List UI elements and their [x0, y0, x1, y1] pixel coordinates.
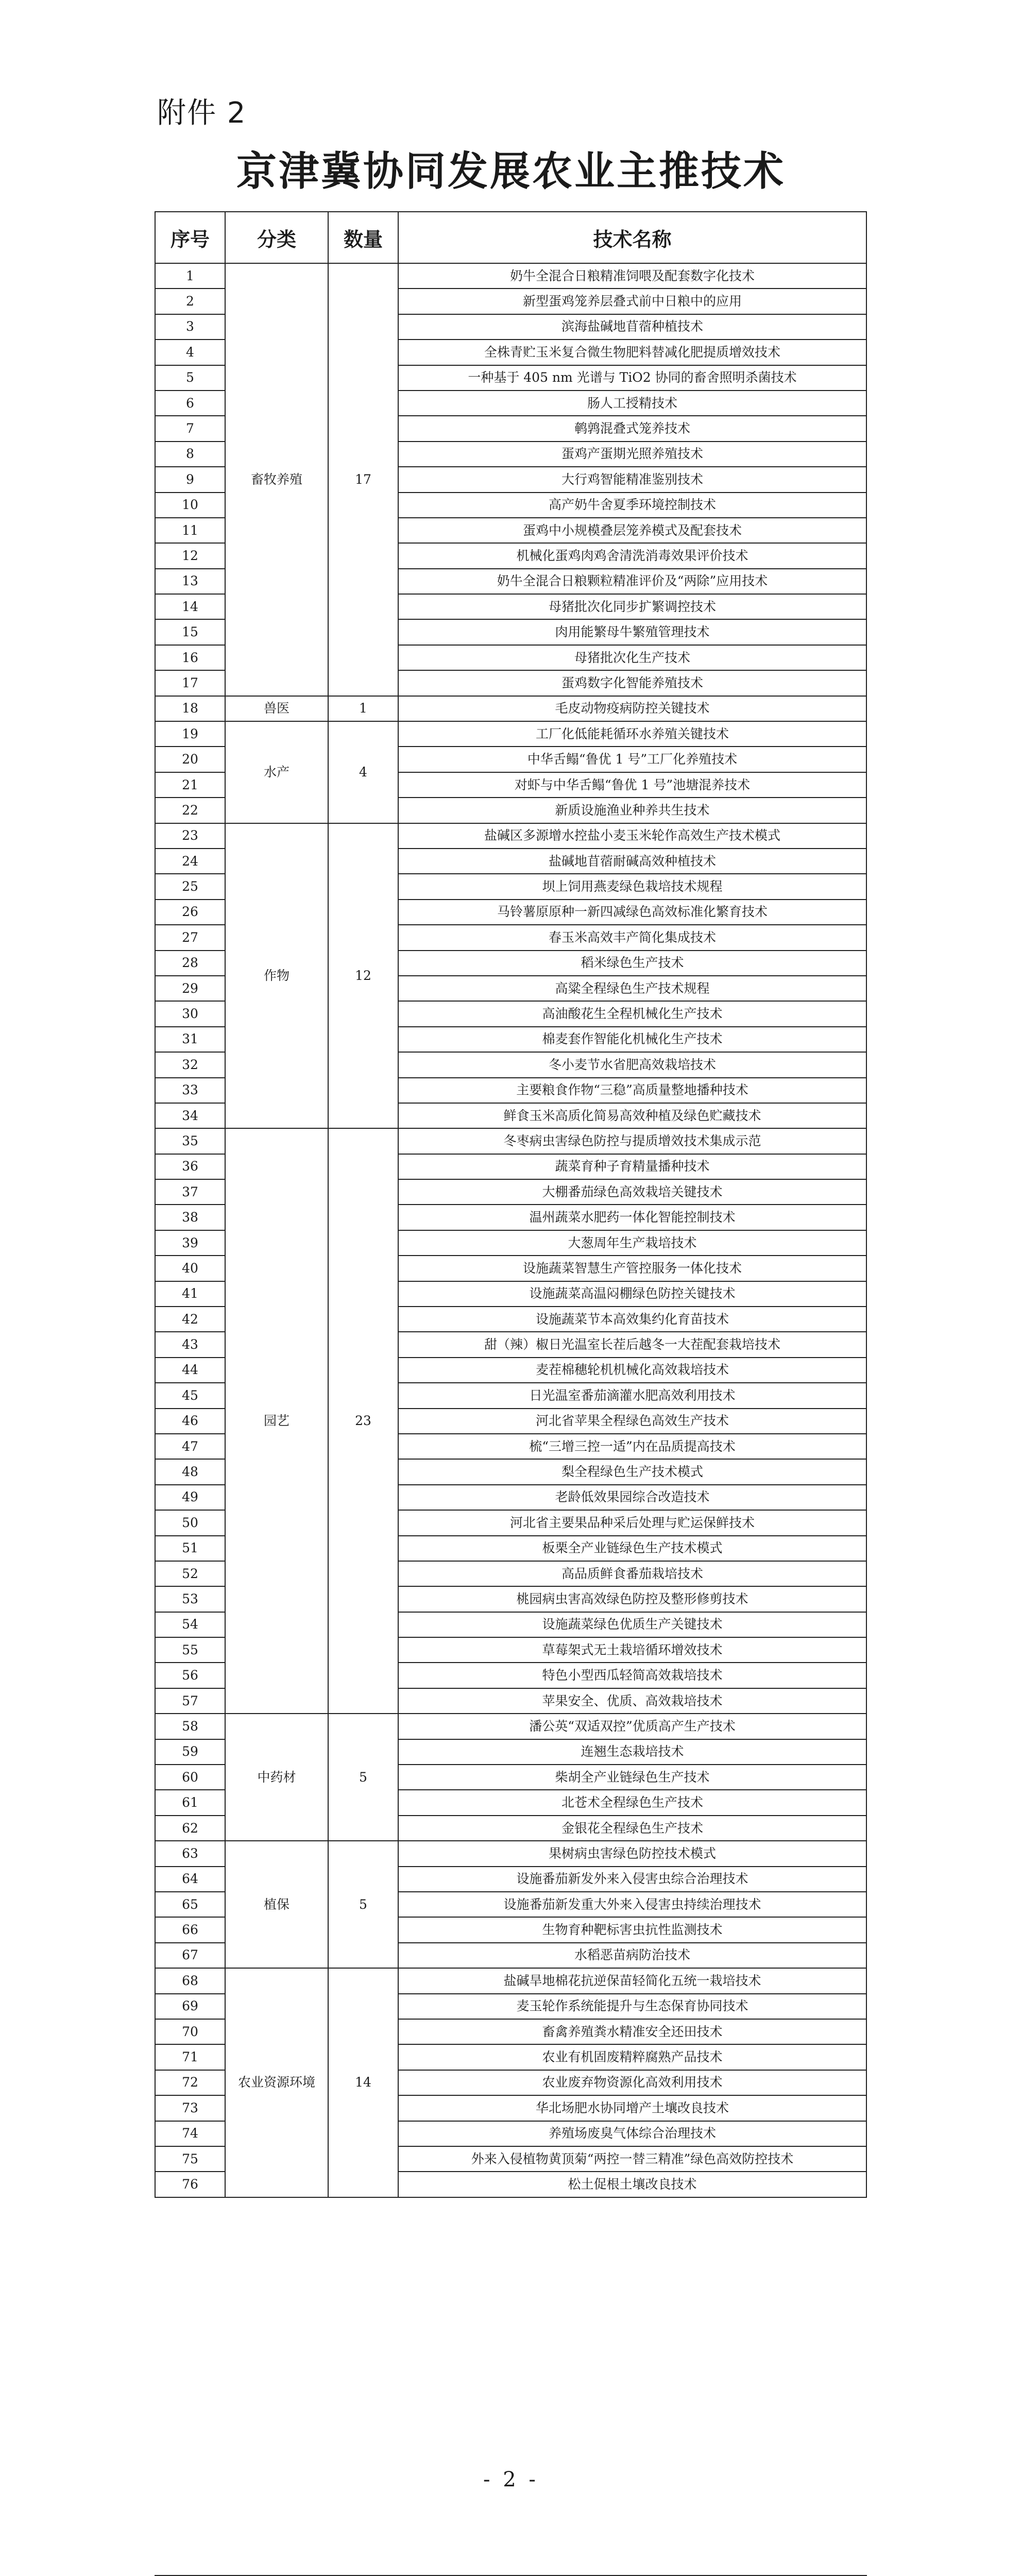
- row-index: 46: [155, 1409, 225, 1434]
- tech-name-cell: 高品质鲜食番茄栽培技术: [398, 1561, 866, 1586]
- tech-name-cell: 设施蔬菜节本高效集约化育苗技术: [398, 1307, 866, 1332]
- table-row: [155, 823, 866, 849]
- category-count-cell: 17: [328, 263, 398, 696]
- row-index: 51: [155, 1536, 225, 1561]
- row-index: 60: [155, 1765, 225, 1790]
- category-count-cell: 14: [328, 1968, 398, 2197]
- tech-name-cell: 冬枣病虫害绿色防控与提质增效技术集成示范: [398, 1128, 866, 1154]
- tech-name-cell: 盐碱地苜蓿耐碱高效种植技术: [398, 849, 866, 874]
- attachment-label: 附件 2: [157, 96, 247, 130]
- tech-name-cell: 工厂化低能耗循环水养殖关键技术: [398, 721, 866, 747]
- tech-name-cell: 母猪批次化同步扩繁调控技术: [398, 594, 866, 619]
- category-cell: 作物: [225, 823, 328, 1129]
- tech-name-cell: 养殖场废臭气体综合治理技术: [398, 2121, 866, 2146]
- row-index: 44: [155, 1358, 225, 1383]
- row-index: 48: [155, 1459, 225, 1484]
- category-cell: 植保: [225, 1841, 328, 1968]
- tech-name-cell: 奶牛全混合日粮颗粒精准评价及“两除”应用技术: [398, 569, 866, 594]
- tech-name-cell: 冬小麦节水省肥高效栽培技术: [398, 1052, 866, 1077]
- category-cell: 园艺: [225, 1128, 328, 1714]
- row-index: 37: [155, 1179, 225, 1205]
- row-index: 4: [155, 340, 225, 365]
- tech-name-cell: 设施番茄新发外来入侵害虫综合治理技术: [398, 1867, 866, 1892]
- row-index: 75: [155, 2146, 225, 2172]
- tech-name-cell: 坝上饲用燕麦绿色栽培技术规程: [398, 874, 866, 899]
- row-index: 76: [155, 2172, 225, 2197]
- tech-name-cell: 机械化蛋鸡肉鸡舍清洗消毒效果评价技术: [398, 543, 866, 568]
- tech-name-cell: 高粱全程绿色生产技术规程: [398, 976, 866, 1001]
- row-index: 18: [155, 696, 225, 721]
- row-index: 6: [155, 391, 225, 416]
- row-index: 65: [155, 1892, 225, 1917]
- row-index: 25: [155, 874, 225, 899]
- row-index: 2: [155, 289, 225, 314]
- tech-name-cell: 盐碱旱地棉花抗逆保苗轻简化五统一栽培技术: [398, 1968, 866, 1993]
- table-row: [155, 1841, 866, 1866]
- header-index: 序号: [155, 212, 225, 263]
- row-index: 41: [155, 1281, 225, 1307]
- header-category: 分类: [225, 212, 328, 263]
- row-index: 66: [155, 1917, 225, 1942]
- tech-name-cell: 设施蔬菜高温闷棚绿色防控关键技术: [398, 1281, 866, 1307]
- row-index: 42: [155, 1307, 225, 1332]
- document-page-2: [0, 2523, 1022, 2576]
- table-row: [155, 263, 866, 289]
- row-index: 31: [155, 1027, 225, 1052]
- row-index: 63: [155, 1841, 225, 1866]
- tech-name-cell: 设施番茄新发重大外来入侵害虫持续治理技术: [398, 1892, 866, 1917]
- row-index: 40: [155, 1256, 225, 1281]
- tech-name-cell: 甜（辣）椒日光温室长茬后越冬一大茬配套栽培技术: [398, 1332, 866, 1357]
- row-index: 39: [155, 1230, 225, 1256]
- row-index: 70: [155, 2019, 225, 2044]
- row-index: 35: [155, 1128, 225, 1154]
- row-index: 61: [155, 1790, 225, 1815]
- tech-name-cell: 老龄低效果园综合改造技术: [398, 1485, 866, 1510]
- table-header-row: [155, 212, 866, 263]
- tech-name-cell: 一种基于 405 nm 光谱与 TiO2 协同的畜舍照明杀菌技术: [398, 365, 866, 391]
- tech-name-cell: 生物育种靶标害虫抗性监测技术: [398, 1917, 866, 1942]
- tech-name-cell: 设施蔬菜智慧生产管控服务一体化技术: [398, 1256, 866, 1281]
- tech-name-cell: 毛皮动物疫病防控关键技术: [398, 696, 866, 721]
- row-index: 55: [155, 1637, 225, 1663]
- row-index: 34: [155, 1103, 225, 1128]
- tech-name-cell: 设施蔬菜绿色优质生产关键技术: [398, 1612, 866, 1637]
- header-count: 数量: [328, 212, 398, 263]
- row-index: 49: [155, 1485, 225, 1510]
- tech-name-cell: 高油酸花生全程机械化生产技术: [398, 1001, 866, 1026]
- row-index: 30: [155, 1001, 225, 1026]
- row-index: 67: [155, 1943, 225, 1968]
- row-index: 21: [155, 772, 225, 798]
- tech-name-cell: 日光温室番茄滴灌水肥高效利用技术: [398, 1383, 866, 1408]
- tech-name-cell: 大棚番茄绿色高效栽培关键技术: [398, 1179, 866, 1205]
- row-index: 32: [155, 1052, 225, 1077]
- row-index: 22: [155, 798, 225, 823]
- category-count-cell: 5: [328, 1714, 398, 1841]
- row-index: 69: [155, 1994, 225, 2019]
- table-row: [155, 696, 866, 721]
- row-index: 73: [155, 2095, 225, 2121]
- row-index: 45: [155, 1383, 225, 1408]
- category-cell: 水产: [225, 721, 328, 823]
- tech-name-cell: 中华舌鳎“鲁优 1 号”工厂化养殖技术: [398, 747, 866, 772]
- row-index: 5: [155, 365, 225, 391]
- row-index: 9: [155, 467, 225, 492]
- row-index: 3: [155, 314, 225, 340]
- tech-name-cell: 蛋鸡产蛋期光照养殖技术: [398, 442, 866, 467]
- table-row: [155, 721, 866, 747]
- row-index: 19: [155, 721, 225, 747]
- tech-name-cell: 麦茬棉穗轮机机械化高效栽培技术: [398, 1358, 866, 1383]
- tech-name-cell: 华北场肥水协同增产土壤改良技术: [398, 2095, 866, 2121]
- tech-name-cell: 鲜食玉米高质化简易高效种植及绿色贮藏技术: [398, 1103, 866, 1128]
- document-title: 京津冀协同发展农业主推技术: [236, 148, 786, 195]
- row-index: 52: [155, 1561, 225, 1586]
- row-index: 20: [155, 747, 225, 772]
- tech-name-cell: 金银花全程绿色生产技术: [398, 1816, 866, 1841]
- table-row: [155, 1714, 866, 1739]
- tech-name-cell: 温州蔬菜水肥药一体化智能控制技术: [398, 1205, 866, 1230]
- tech-name-cell: 主要粮食作物“三稳”高质量整地播种技术: [398, 1078, 866, 1103]
- tech-name-cell: 母猪批次化生产技术: [398, 645, 866, 670]
- row-index: 8: [155, 442, 225, 467]
- row-index: 59: [155, 1739, 225, 1765]
- tech-name-cell: 新质设施渔业种养共生技术: [398, 798, 866, 823]
- row-index: 29: [155, 976, 225, 1001]
- row-index: 43: [155, 1332, 225, 1357]
- tech-name-cell: 桃园病虫害高效绿色防控及整形修剪技术: [398, 1586, 866, 1612]
- tech-name-cell: 滨海盐碱地苜蓿种植技术: [398, 314, 866, 340]
- tech-name-cell: 连翘生态栽培技术: [398, 1739, 866, 1765]
- tech-name-cell: 麦玉轮作系统能提升与生态保育协同技术: [398, 1994, 866, 2019]
- row-index: 13: [155, 569, 225, 594]
- tech-name-cell: 农业有机固废精粹腐熟产品技术: [398, 2044, 866, 2070]
- row-index: 1: [155, 263, 225, 289]
- category-cell: 畜牧养殖: [225, 263, 328, 696]
- tech-name-cell: 马铃薯原原种一新四减绿色高效标准化繁育技术: [398, 900, 866, 925]
- row-index: 12: [155, 543, 225, 568]
- row-index: 33: [155, 1078, 225, 1103]
- tech-name-cell: 奶牛全混合日粮精准饲喂及配套数字化技术: [398, 263, 866, 289]
- tech-name-cell: 梳“三增三控一适”内在品质提高技术: [398, 1434, 866, 1459]
- row-index: 7: [155, 416, 225, 441]
- tech-name-cell: 苹果安全、优质、高效栽培技术: [398, 1688, 866, 1714]
- row-index: 53: [155, 1586, 225, 1612]
- row-index: 38: [155, 1205, 225, 1230]
- tech-name-cell: 蔬菜育种子育精量播种技术: [398, 1154, 866, 1179]
- tech-name-cell: 水稻恶苗病防治技术: [398, 1943, 866, 1968]
- tech-name-cell: 肠人工授精技术: [398, 391, 866, 416]
- category-count-cell: 4: [328, 721, 398, 823]
- row-index: 15: [155, 619, 225, 645]
- row-index: 28: [155, 951, 225, 976]
- row-index: 74: [155, 2121, 225, 2146]
- tech-name-cell: 河北省苹果全程绿色高效生产技术: [398, 1409, 866, 1434]
- tech-name-cell: 潘公英“双适双控”优质高产生产技术: [398, 1714, 866, 1739]
- tech-name-cell: 蛋鸡数字化智能养殖技术: [398, 670, 866, 696]
- tech-name-cell: 蛋鸡中小规模叠层笼养模式及配套技术: [398, 518, 866, 543]
- row-index: 72: [155, 2070, 225, 2095]
- tech-name-cell: 高产奶牛舍夏季环境控制技术: [398, 493, 866, 518]
- category-cell: 农业资源环境: [225, 1968, 328, 2197]
- tech-table-part1: [155, 211, 867, 2198]
- row-index: 36: [155, 1154, 225, 1179]
- tech-name-cell: 全株青贮玉米复合微生物肥料替减化肥提质增效技术: [398, 340, 866, 365]
- tech-name-cell: 外来入侵植物黄顶菊“两控一替三精准”绿色高效防控技术: [398, 2146, 866, 2172]
- tech-name-cell: 特色小型西瓜轻简高效栽培技术: [398, 1663, 866, 1688]
- row-index: 56: [155, 1663, 225, 1688]
- tech-name-cell: 柴胡全产业链绿色生产技术: [398, 1765, 866, 1790]
- tech-name-cell: 大葱周年生产栽培技术: [398, 1230, 866, 1256]
- tech-name-cell: 农业废弃物资源化高效利用技术: [398, 2070, 866, 2095]
- row-index: 23: [155, 823, 225, 849]
- page-number: - 2 -: [483, 2468, 539, 2492]
- category-cell: 中药材: [225, 1714, 328, 1841]
- row-index: 47: [155, 1434, 225, 1459]
- header-tech-name: 技术名称: [398, 212, 866, 263]
- row-index: 68: [155, 1968, 225, 1993]
- row-index: 14: [155, 594, 225, 619]
- tech-name-cell: 盐碱区多源增水控盐小麦玉米轮作高效生产技术模式: [398, 823, 866, 849]
- row-index: 16: [155, 645, 225, 670]
- row-index: 27: [155, 925, 225, 950]
- tech-name-cell: 松土促根土壤改良技术: [398, 2172, 866, 2197]
- row-index: 11: [155, 518, 225, 543]
- table-row: [155, 1128, 866, 1154]
- row-index: 26: [155, 900, 225, 925]
- tech-name-cell: 对虾与中华舌鳎“鲁优 1 号”池塘混养技术: [398, 772, 866, 798]
- tech-name-cell: 草莓架式无土栽培循环增效技术: [398, 1637, 866, 1663]
- row-index: 57: [155, 1688, 225, 1714]
- row-index: 17: [155, 670, 225, 696]
- category-count-cell: 5: [328, 1841, 398, 1968]
- row-index: 71: [155, 2044, 225, 2070]
- tech-name-cell: 稻米绿色生产技术: [398, 951, 866, 976]
- tech-name-cell: 梨全程绿色生产技术模式: [398, 1459, 866, 1484]
- row-index: 58: [155, 1714, 225, 1739]
- tech-name-cell: 畜禽养殖粪水精准安全还田技术: [398, 2019, 866, 2044]
- table-row: [155, 1968, 866, 1993]
- row-index: 10: [155, 493, 225, 518]
- row-index: 24: [155, 849, 225, 874]
- category-count-cell: 23: [328, 1128, 398, 1714]
- tech-name-cell: 棉麦套作智能化机械化生产技术: [398, 1027, 866, 1052]
- tech-name-cell: 北苍术全程绿色生产技术: [398, 1790, 866, 1815]
- tech-name-cell: 果树病虫害绿色防控技术模式: [398, 1841, 866, 1866]
- tech-name-cell: 鹌鹑混叠式笼养技术: [398, 416, 866, 441]
- category-cell: 兽医: [225, 696, 328, 721]
- tech-name-cell: 河北省主要果品种采后处理与贮运保鲜技术: [398, 1510, 866, 1535]
- row-index: 62: [155, 1816, 225, 1841]
- row-index: 64: [155, 1867, 225, 1892]
- category-count-cell: 12: [328, 823, 398, 1129]
- tech-name-cell: 板栗全产业链绿色生产技术模式: [398, 1536, 866, 1561]
- row-index: 54: [155, 1612, 225, 1637]
- tech-name-cell: 新型蛋鸡笼养层叠式前中日粮中的应用: [398, 289, 866, 314]
- category-count-cell: 1: [328, 696, 398, 721]
- tech-name-cell: 春玉米高效丰产简化集成技术: [398, 925, 866, 950]
- tech-name-cell: 肉用能繁母牛繁殖管理技术: [398, 619, 866, 645]
- tech-name-cell: 大行鸡智能精准鉴别技术: [398, 467, 866, 492]
- row-index: 50: [155, 1510, 225, 1535]
